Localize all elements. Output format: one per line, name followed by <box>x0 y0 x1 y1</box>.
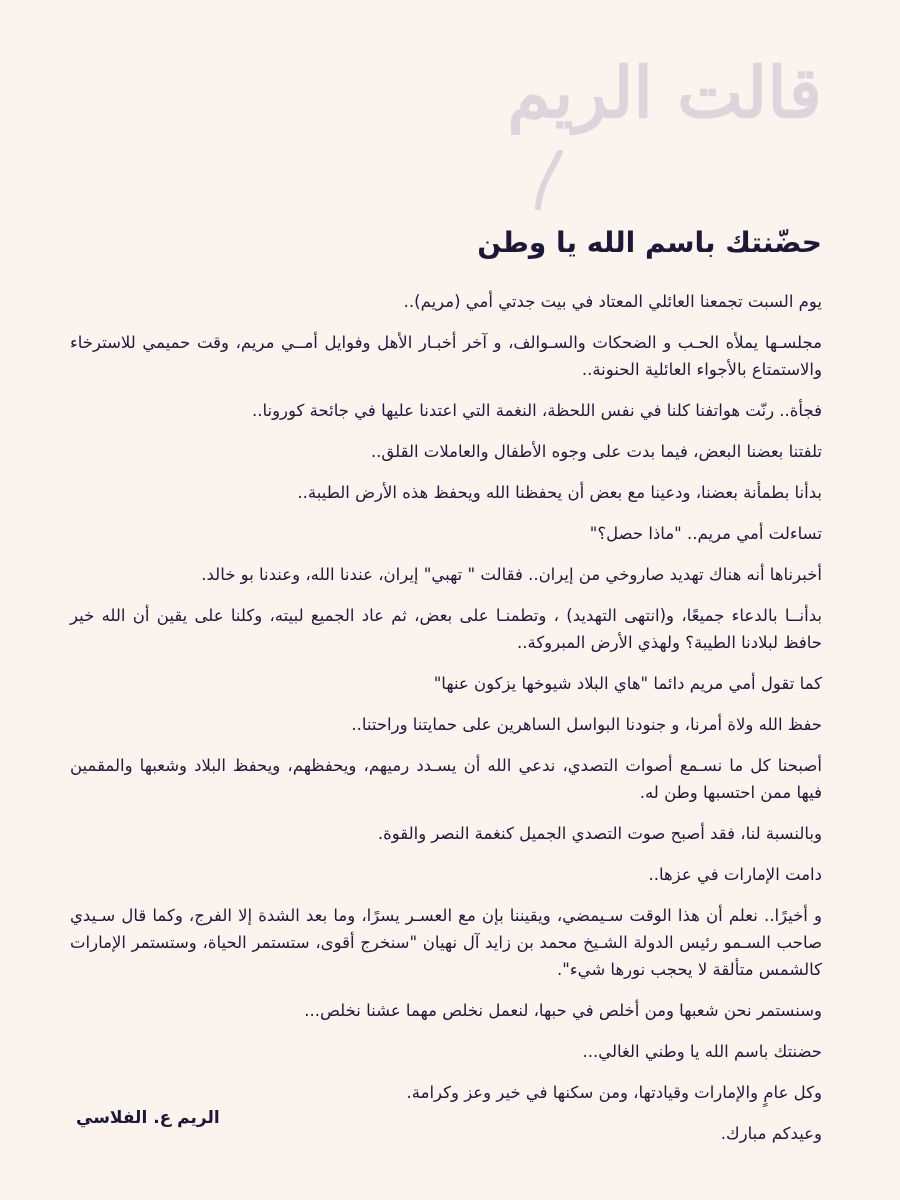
paragraph-18: وعيدكم مبارك. <box>720 1124 822 1143</box>
paragraph-6: تساءلت أمي مريم.. "ماذا حصل؟" <box>589 524 822 543</box>
paragraph-16: حضنتك باسم الله يا وطني الغالي... <box>582 1042 822 1061</box>
paragraph-2: مجلسـها يملأه الحـب و الضحكات والسـوالف، و آخر أخبـار الأهل وفوايل أمــي مريم، وقت حميمي للاسترخاء والاستمتاع بالأجواء العائلية الحنونة.. <box>70 333 822 379</box>
paragraph-3: فجأة.. رنّت هواتفنا كلنا في نفس اللحظة، النغمة التي اعتدنا عليها في جائحة كورونا.. <box>251 401 822 420</box>
paragraph-12: وبالنسبة لنا، فقد أصبح صوت التصدي الجميل كنغمة النصر والقوة. <box>377 824 822 843</box>
paragraph-15: وسنستمر نحن شعبها ومن أخلص في حبها، لنعمل نخلص مهما عشنا نخلص... <box>304 1001 822 1020</box>
article-body <box>70 288 822 1161</box>
masthead-flourish <box>530 150 570 210</box>
paragraph-7: أخبرناها أنه هناك تهديد صاروخي من إيران.. فقالت " تهبي" إيران، عندنا الله، وعندنا بو خالد. <box>201 565 822 584</box>
paragraph-17: وكل عامٍ والإمارات وقيادتها، ومن سكنها في خير وعز وكرامة. <box>406 1083 822 1102</box>
author-signature: الريم ع. الفلاسي <box>76 1108 220 1128</box>
paragraph-5: بدأنا بطمأنة بعضنا، ودعينا مع بعض أن يحفظنا الله ويحفظ هذه الأرض الطيبة.. <box>297 483 822 502</box>
article-title: حضّنتك باسم الله يا وطن <box>477 226 822 259</box>
paragraph-14: و أخيرًا.. نعلم أن هذا الوقت سـيمضي، ويقيننا بإن مع العسـر يسرًا، وما بعد الشدة إلا الفرج، وكما قال سـيدي صاحب السـمو رئيس الدولة الشـيخ محمد بن زايد آل نهيان "سنخرج أقوى، ستستمر الحياة، وستستمر الإمارات كالشمس متألقة لا يحجب نورها شيء". <box>70 906 822 979</box>
paragraph-11: أصبحنا كل ما نسـمع أصوات التصدي، ندعي الله أن يسـدد رميهم، ويحفظهم، ويحفظ البلاد وشعبها والمقمين فيها ممن احتسبها وطن له. <box>70 756 822 802</box>
paragraph-13: دامت الإمارات في عزها.. <box>648 865 822 884</box>
paragraph-8: بدأنــا بالدعاء جميعًا، و(انتهى التهديد) ، وتطمنـا على بعض، ثم عاد الجميع لبيته، وكلنا على يقين أن الله خير حافظ لبلادنا الطيبة؟ ولهذي الأرض المبروكة.. <box>70 606 822 652</box>
paragraph-4: تلفتنا بعضنا البعض، فيما بدت على وجوه الأطفال والعاملات القلق.. <box>370 442 822 461</box>
paragraph-9: كما تقول أمي مريم دائما "هاي البلاد شيوخها يزكون عنها" <box>433 674 822 693</box>
paragraph-10: حفظ الله ولاة أمرنا، و جنودنا البواسل الساهرين على حمايتنا وراحتنا.. <box>351 715 822 734</box>
paragraph-1: يوم السبت تجمعنا العائلي المعتاد في بيت جدتي أمي (مريم).. <box>403 292 822 311</box>
column-masthead: قالت الريم <box>507 51 822 134</box>
